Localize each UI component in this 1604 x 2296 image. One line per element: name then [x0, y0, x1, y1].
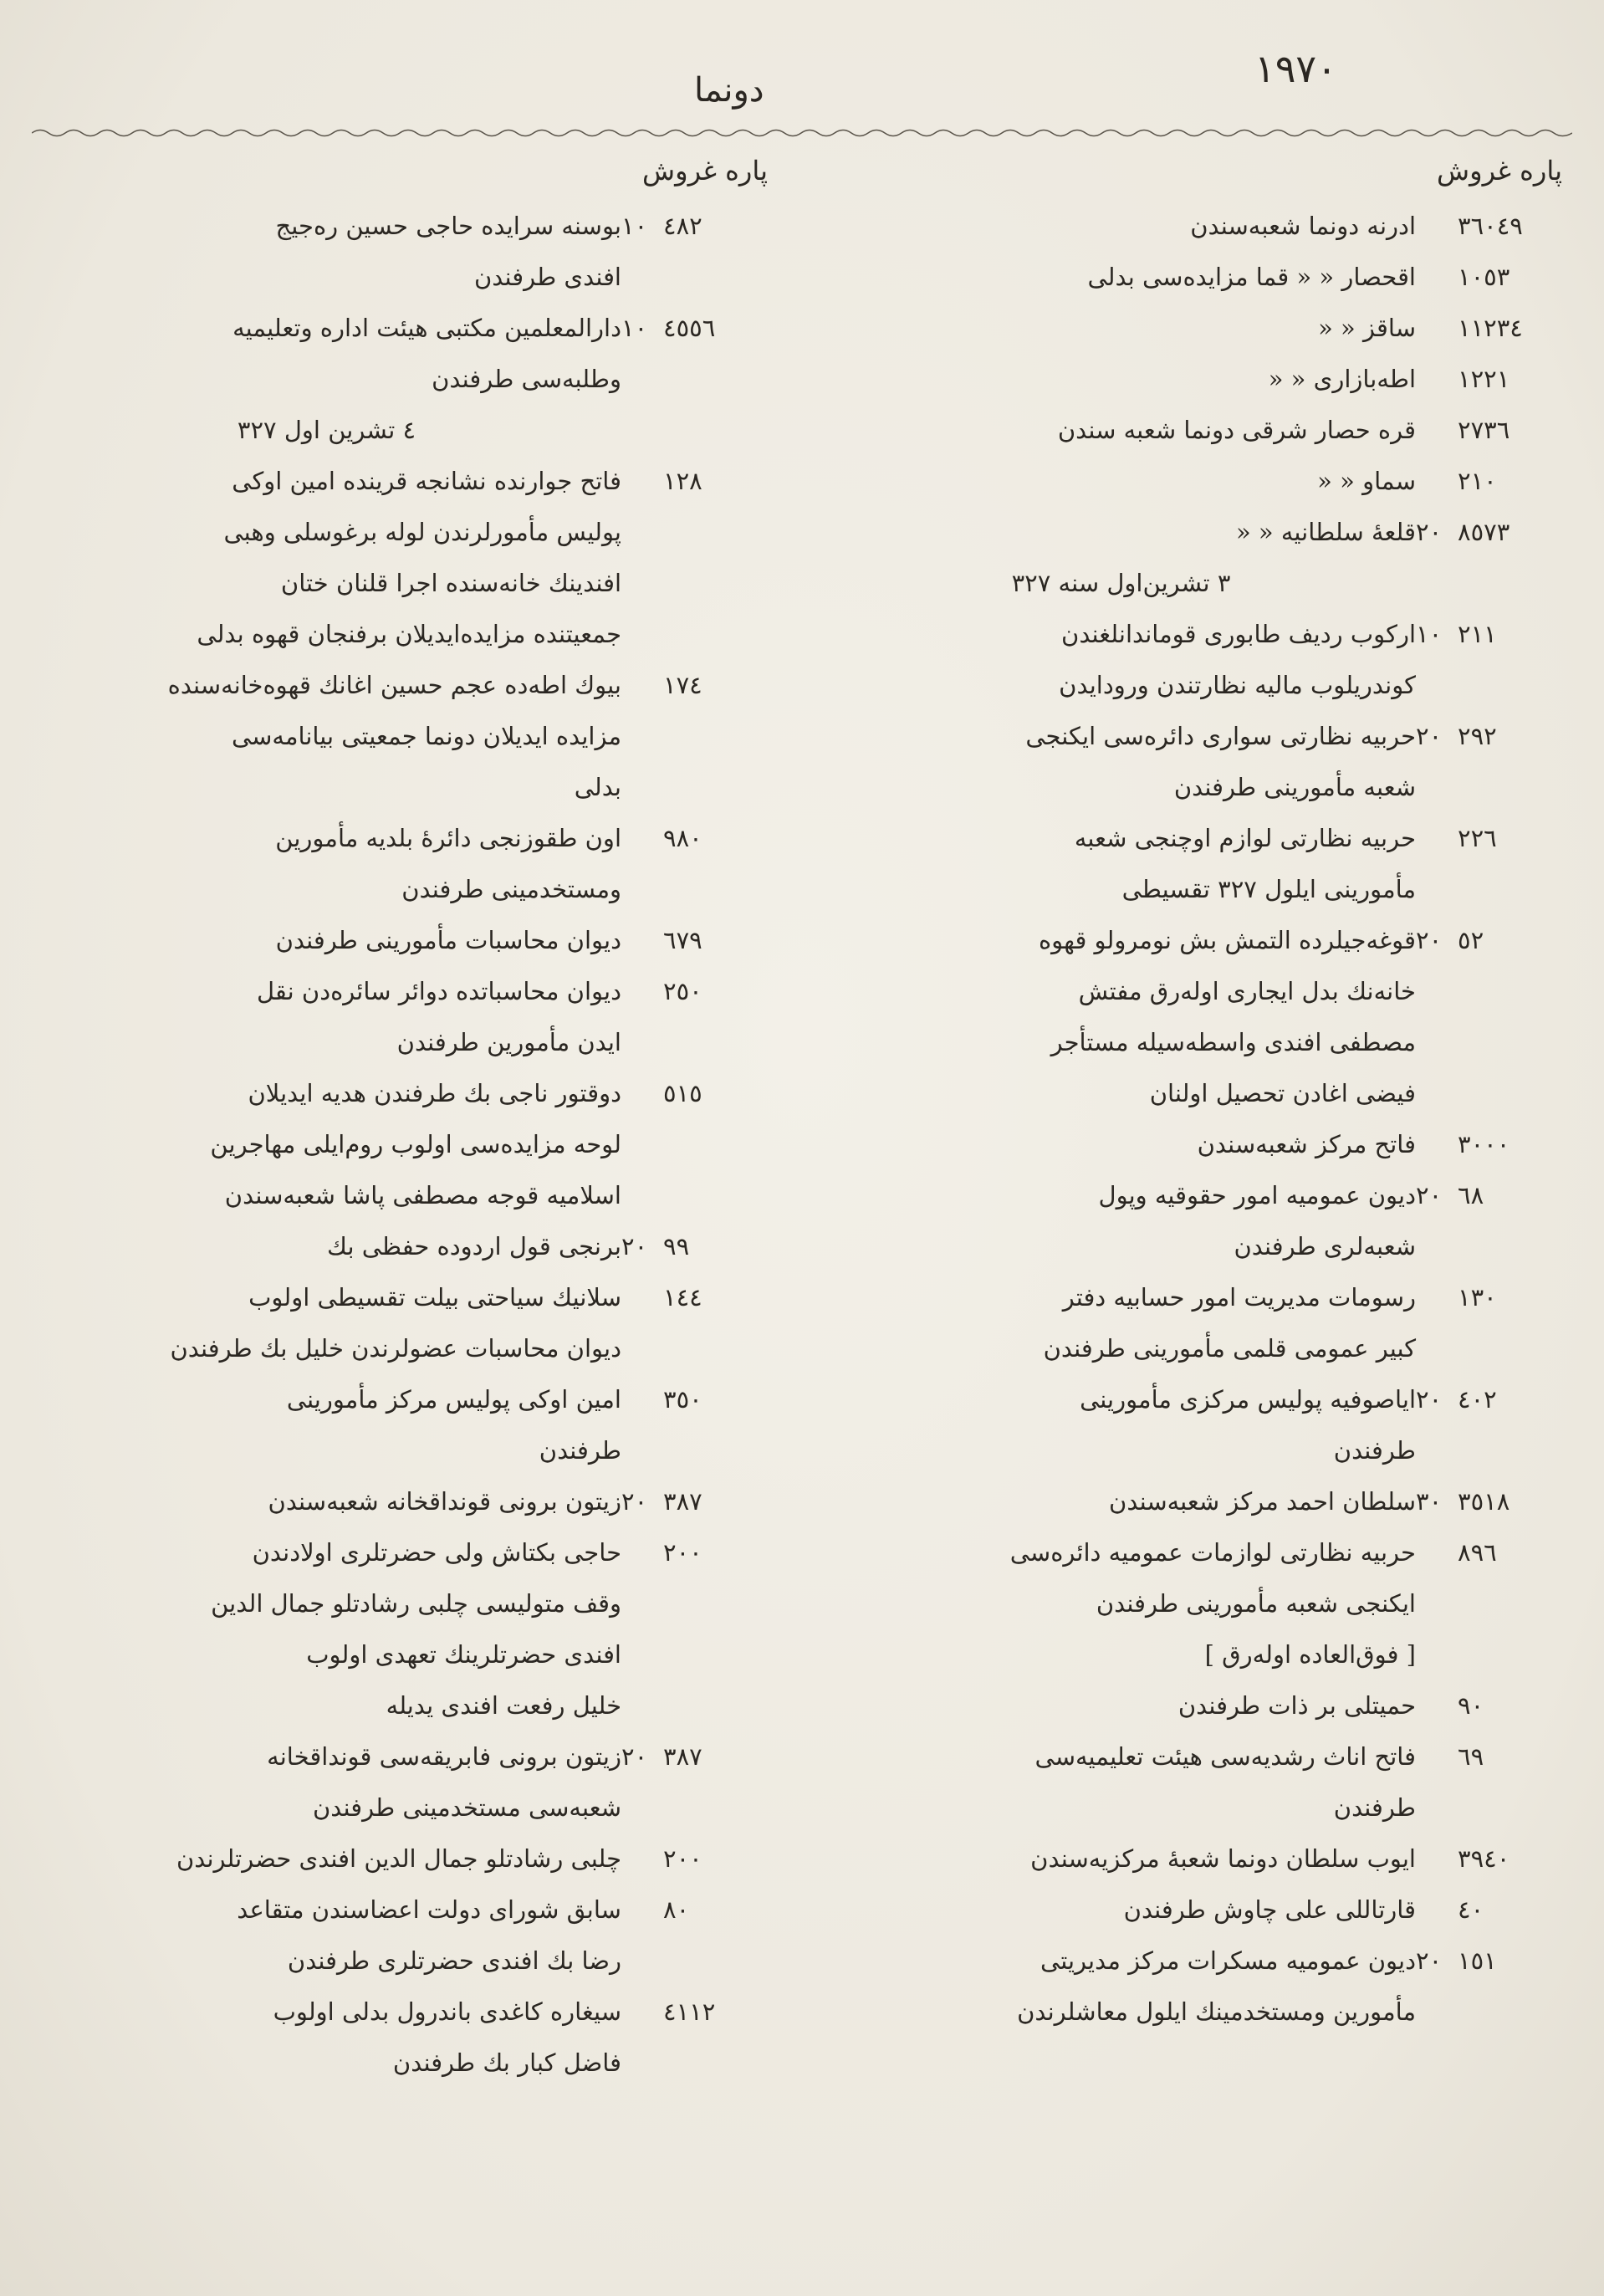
amount-cell [621, 1833, 768, 1884]
para-amount: ٢٠ [1416, 1181, 1443, 1209]
para-amount: ٣٠ [1416, 1487, 1443, 1516]
right-column-heading: پاره غروش [1437, 155, 1562, 187]
entry-description: سیغاره کاغدی باندرول بدلی اولوب فاضل کبار بك طرفندن [273, 1997, 621, 2077]
entry-description: دارالمعلمین مکتبی هیئت اداره وتعلیمیه وطلبه‌سی طرفندن [232, 314, 621, 393]
para-amount: ٢٠ [621, 1232, 648, 1260]
amount-cell [621, 1374, 768, 1476]
entry-description: ادرنه دونما شعبه‌سندن [1190, 212, 1416, 240]
kurus-amount: ٢٠٠ [663, 1538, 702, 1567]
kurus-amount: ٢٩٢ [1458, 722, 1497, 750]
entry-description: فاتح جوارنده نشانجه قرینده امین اوکی پولیس مأمورلرندن لوله برغوسلی وهبی افندینك خانه‌سنده اجرا قلنان ختان جمعیتنده مزایده‌ایدیلان برفنجان قهوه بدلی [197, 467, 621, 648]
kurus-amount: ٨٩٦ [1458, 1538, 1497, 1567]
para-amount: ٢٠ [1416, 518, 1443, 546]
ledger-entry [32, 660, 768, 813]
ledger-entry [32, 1527, 768, 1731]
entry-description: ایوب سلطان دونما شعبهٔ مرکزیه‌سندن [1030, 1844, 1416, 1873]
ledger-entry [32, 1221, 768, 1272]
para-amount: ٢٠ [1416, 926, 1443, 954]
amount-cell [1416, 813, 1562, 915]
kurus-amount: ١٤٤ [663, 1283, 702, 1312]
amount-cell [621, 201, 768, 303]
amount-cell [1416, 456, 1562, 507]
entry-description: ساقز « « [1318, 314, 1416, 342]
entry-description: حمیتلی بر ذات طرفندن [1177, 1691, 1416, 1720]
amount-cell [1416, 1833, 1562, 1884]
ledger-entry [32, 813, 768, 915]
kurus-amount: ٣٠٠٠ [1458, 1130, 1510, 1158]
kurus-amount: ٤٠٢ [1458, 1385, 1497, 1414]
entry-description: رسومات مدیریت امور حسابیه دفتر کبیر عمومی قلمی مأمورینی طرفندن [1043, 1283, 1416, 1363]
amount-cell [621, 1527, 768, 1731]
kurus-amount: ١٧٤ [663, 671, 702, 699]
entry-description: فاتح اناث رشدیه‌سی هیئت تعلیمیه‌سی طرفندن [1034, 1742, 1416, 1822]
ledger-entry [32, 1731, 768, 1833]
amount-cell [621, 1272, 768, 1374]
ledger-entry [32, 1833, 768, 1884]
kurus-amount: ٥٢ [1458, 926, 1484, 954]
entry-description: چلبی رشادتلو جمال الدین افندی حضرتلرندن [176, 1844, 621, 1873]
amount-cell [621, 660, 768, 813]
amount-cell [621, 1476, 768, 1527]
entry-description: اقحصار « « قما مزایده‌سی بدلی [1087, 263, 1416, 291]
kurus-amount: ١٢٢١ [1458, 365, 1510, 393]
ledger-entry [826, 915, 1562, 1119]
entry-description: قوغه‌جیلرده التمش بش نومرولو قهوه خانه‌نك بدل ایجاری اولەرق مفتش مصطفی افندی واسطه‌سیله مستأجر فیضی اغادن تحصیل اولنان [1038, 926, 1416, 1107]
left-column-heading: پاره غروش [642, 155, 768, 187]
ledger-entry [32, 201, 768, 303]
amount-cell [621, 456, 768, 660]
kurus-amount: ٣٨٧ [663, 1487, 702, 1516]
kurus-amount: ٦٨ [1458, 1181, 1484, 1209]
ledger-entry [826, 1884, 1562, 1935]
kurus-amount: ٩٨٠ [663, 824, 702, 852]
ledger-entry [826, 456, 1562, 507]
kurus-amount: ٥١٥ [663, 1079, 702, 1107]
ledger-entry [826, 1833, 1562, 1884]
amount-cell [621, 813, 768, 915]
ledger-entry [32, 966, 768, 1068]
ledger-entry [826, 1527, 1562, 1680]
amount-cell [621, 303, 768, 405]
kurus-amount: ١٠٥٣ [1458, 263, 1510, 291]
ledger-entry [826, 507, 1562, 558]
entry-description: حربیه نظارتی سواری دائره‌سی ایکنجی شعبه مأمورینی طرفندن [1025, 722, 1416, 801]
para-amount: ٢٠ [621, 1742, 648, 1771]
ledger-entry [32, 1068, 768, 1221]
ledger-entry [32, 915, 768, 966]
amount-cell [1416, 1731, 1562, 1833]
ledger-entry [32, 1884, 768, 1987]
kurus-amount: ٢٧٣٦ [1458, 416, 1510, 444]
kurus-amount: ٤١١٢ [663, 1997, 716, 2026]
amount-cell [1416, 711, 1562, 813]
ledger-entry [32, 456, 768, 660]
ledger-entry [826, 1374, 1562, 1476]
kurus-amount: ٨٥٧٣ [1458, 518, 1510, 546]
ledger-entry [826, 303, 1562, 354]
kurus-amount: ٩٩ [663, 1232, 690, 1260]
entry-description: حربیه نظارتی لوازمات عمومیه دائره‌سی ایکنجی شعبه مأمورینی طرفندن [ فوق‌العاده اولەرق ] [1009, 1538, 1416, 1669]
entry-description: حاجی بکتاش ولی حضرتلری اولادندن وقف متولیسی چلبی رشادتلو جمال الدین افندی حضرتلرینك تعهدی اولوب خلیل رفعت افندی یدیله [211, 1538, 621, 1720]
amount-cell [1416, 201, 1562, 252]
kurus-amount: ٦٧٩ [663, 926, 702, 954]
kurus-amount: ٣٨٧ [663, 1742, 702, 1771]
amount-cell [621, 1068, 768, 1221]
entry-description: قارتاللی علی چاوش طرفندن [1123, 1895, 1416, 1924]
kurus-amount: ٤٨٢ [663, 212, 702, 240]
ledger-entry [826, 711, 1562, 813]
ledger-entry [826, 609, 1562, 711]
entry-description: فاتح مرکز شعبه‌سندن [1197, 1130, 1416, 1158]
entry-description: دیون عمومیه امور حقوقیه وپول شعبه‌لری طرفندن [1098, 1181, 1416, 1260]
page-title: دونما [694, 71, 764, 110]
ledger-entry [826, 1476, 1562, 1527]
entry-description: اطه‌بازاری « « [1268, 365, 1416, 393]
entry-description: سلطان احمد مرکز شعبه‌سندن [1109, 1487, 1416, 1516]
para-amount: ٢٠ [1416, 722, 1443, 750]
kurus-amount: ٨٠ [663, 1895, 690, 1924]
amount-cell [1416, 1170, 1562, 1272]
kurus-amount: ٤٠ [1458, 1895, 1484, 1924]
para-amount: ٢٠ [1416, 1946, 1443, 1975]
para-amount: ١٠ [621, 212, 648, 240]
date-heading: ٤ تشرین اول ٣٢٧ [237, 416, 416, 444]
ledger-entry [826, 1731, 1562, 1833]
kurus-amount: ٣٥٠ [663, 1385, 702, 1414]
kurus-amount: ١٣٠ [1458, 1283, 1497, 1312]
ledger-entry [826, 354, 1562, 405]
amount-cell [621, 1884, 768, 1987]
kurus-amount: ٦٩ [1458, 1742, 1484, 1771]
ledger-entry [32, 303, 768, 405]
right-column [826, 201, 1562, 2038]
ledger-entry [826, 1119, 1562, 1170]
entry-description: قلعهٔ سلطانیه « « [1235, 518, 1416, 546]
amount-cell [1416, 507, 1562, 558]
amount-cell [621, 1221, 768, 1272]
ledger-entry [826, 252, 1562, 303]
entry-description: دیون عمومیه مسکرات مرکز مدیریتی مأمورین ومستخدمینك ایلول معاشلرندن [1017, 1946, 1416, 2026]
para-amount: ٢٠ [1416, 1385, 1443, 1414]
entry-description: بیوك اطه‌ده عجم حسین اغانك قهوه‌خانه‌سنده مزایده ایدیلان دونما جمعیتی بیانامه‌سی بدلی [167, 671, 621, 801]
ledger-entry [826, 1680, 1562, 1731]
ledger-entry [826, 1935, 1562, 2038]
entry-description: دیوان محاسباتده دوائر سائره‌دن نقل ایدن مأمورین طرفندن [256, 977, 621, 1056]
para-amount: ٢٠ [621, 1487, 648, 1516]
amount-cell [1416, 252, 1562, 303]
kurus-amount: ٣٩٤٠ [1458, 1844, 1510, 1873]
entry-description: حربیه نظارتی لوازم اوچنجی شعبه مأمورینی ایلول ٣٢٧ تقسیطی [1074, 824, 1416, 903]
entry-description: برنجی قول اردوده حفظی بك [327, 1232, 621, 1260]
amount-cell [621, 1987, 768, 2089]
ledger-entry [826, 405, 1562, 456]
entry-description: بوسنه سرایده حاجی حسین رەجیج افندی طرفندن [275, 212, 621, 291]
para-amount: ١٠ [1416, 620, 1443, 648]
ledger-entry [826, 1272, 1562, 1374]
amount-cell [1416, 915, 1562, 1119]
kurus-amount: ٢٠٠ [663, 1844, 702, 1873]
entry-description: قره حصار شرقی دونما شعبه سندن [1057, 416, 1416, 444]
ledger-entry [32, 1374, 768, 1476]
entry-description: سماو « « [1317, 467, 1416, 495]
amount-cell [1416, 1374, 1562, 1476]
kurus-amount: ٢١٠ [1458, 467, 1497, 495]
kurus-amount: ١١٢٣٤ [1458, 314, 1523, 342]
amount-cell [1416, 1119, 1562, 1170]
amount-cell [1416, 354, 1562, 405]
amount-cell [1416, 405, 1562, 456]
ledger-entry [826, 201, 1562, 252]
ledger-entry [32, 1987, 768, 2089]
kurus-amount: ٢٢٦ [1458, 824, 1497, 852]
header-divider [32, 125, 1572, 141]
kurus-amount: ٢١١ [1458, 620, 1497, 648]
entry-description: زیتون برونی قونداقخانه شعبه‌سندن [268, 1487, 621, 1516]
entry-description: امین اوکی پولیس مرکز مأمورینی طرفندن [286, 1385, 621, 1465]
amount-cell [1416, 303, 1562, 354]
kurus-amount: ١٥١ [1458, 1946, 1497, 1975]
left-column [32, 201, 768, 2089]
entry-description: دیوان محاسبات مأمورینی طرفندن [275, 926, 621, 954]
ledger-entry [826, 813, 1562, 915]
ledger-entry [32, 1272, 768, 1374]
amount-cell [1416, 1884, 1562, 1935]
kurus-amount: ٩٠ [1458, 1691, 1484, 1720]
amount-cell [1416, 1527, 1562, 1680]
entry-description: سلانیك سیاحتی بیلت تقسیطی اولوب دیوان محاسبات عضولرندن خلیل بك طرفندن [170, 1283, 621, 1363]
amount-cell [1416, 1935, 1562, 2038]
kurus-amount: ٣٦٠٤٩ [1458, 212, 1523, 240]
entry-description: ایاصوفیه پولیس مرکزی مأمورینی طرفندن [1080, 1385, 1416, 1465]
kurus-amount: ١٢٨ [663, 467, 702, 495]
entry-description: ارکوب ردیف طابوری قوماندانلغندن کوندریلوب مالیه نظارتندن ورودایدن [1059, 620, 1416, 699]
kurus-amount: ٣٥١٨ [1458, 1487, 1510, 1516]
ledger-entry [826, 1170, 1562, 1272]
amount-cell [621, 915, 768, 966]
amount-cell [1416, 609, 1562, 711]
para-amount: ١٠ [621, 314, 648, 342]
page-number: ١٩٧٠ [1254, 46, 1337, 91]
ledger-entry [32, 1476, 768, 1527]
amount-cell [1416, 1476, 1562, 1527]
entry-description: اون طقوزنجی دائرهٔ بلدیه مأمورین ومستخدمینی طرفندن [275, 824, 621, 903]
amount-cell [621, 1731, 768, 1833]
kurus-amount: ٤٥٥٦ [663, 314, 716, 342]
amount-cell [1416, 1680, 1562, 1731]
amount-cell [621, 966, 768, 1068]
kurus-amount: ٢٥٠ [663, 977, 702, 1005]
amount-cell [1416, 1272, 1562, 1374]
entry-description: سابق شورای دولت اعضاسندن متقاعد رضا بك افندی حضرتلری طرفندن [237, 1895, 621, 1975]
entry-description: دوقتور ناجی بك طرفندن هدیه ایدیلان لوحه مزایده‌سی اولوب روم‌ایلی مهاجرین اسلامیه قوجه مصطفی پاشا شعبه‌سندن [210, 1079, 621, 1209]
date-heading: ٣ تشرین‌اول سنه ٣٢٧ [1011, 569, 1231, 597]
entry-description: زیتون برونی فابریقه‌سی قونداقخانه شعبه‌سی مستخدمینی طرفندن [267, 1742, 621, 1822]
